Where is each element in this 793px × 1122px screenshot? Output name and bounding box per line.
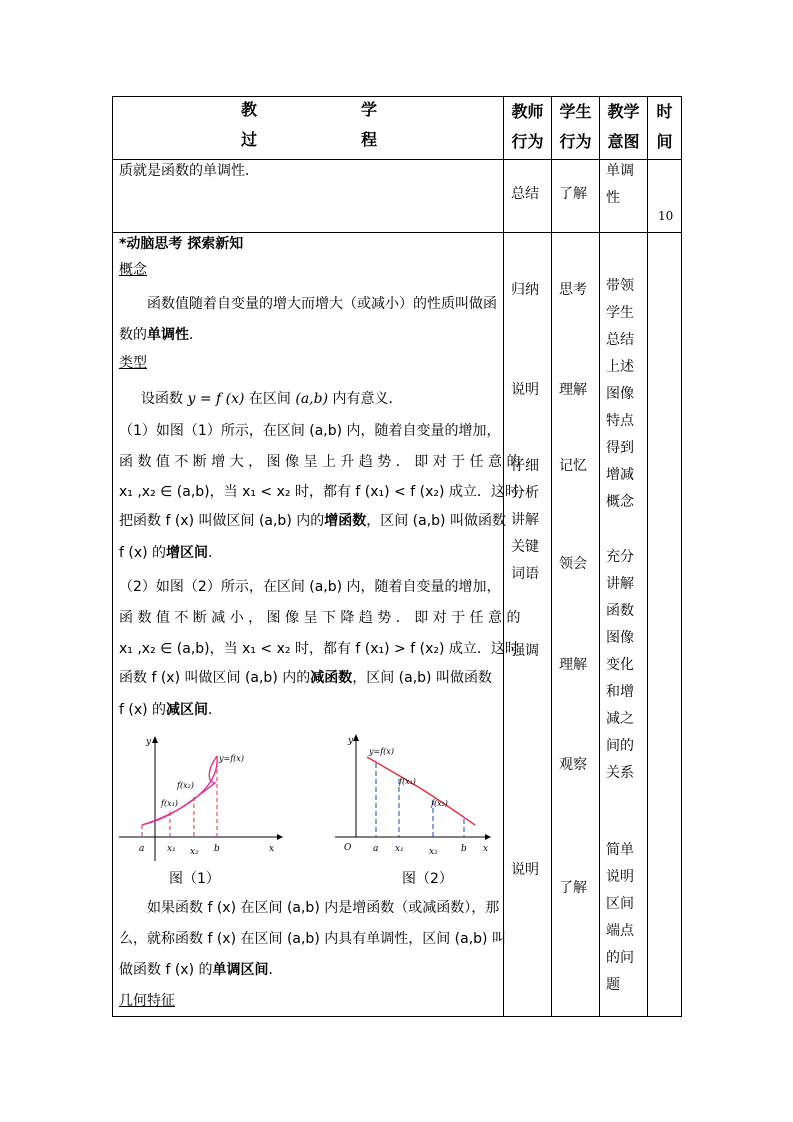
fig2-fx2-label: f(x₂)	[431, 799, 448, 808]
main-heading: *动脑思考 探索新知	[119, 236, 244, 252]
type-label: 类型	[119, 355, 147, 371]
intent-item: 端点	[606, 923, 634, 939]
fig2-curve	[367, 757, 475, 825]
teacher-item: 说明	[511, 862, 539, 878]
row1-intent-l1: 单调	[606, 163, 634, 179]
concept-text-2	[119, 326, 503, 344]
def-l3c: ．	[268, 962, 283, 978]
concept-text-2a: 数的	[119, 327, 147, 343]
p2-l5b: 减区间	[166, 702, 209, 718]
fig1-y-arrow-icon	[152, 736, 158, 743]
figure-2-decreasing	[335, 733, 503, 863]
p1-line2: 函 数 值 不 断 增 大 ， 图 像 呈 上 升 趋 势 ． 即 对 于 任 意 的	[119, 454, 521, 470]
teacher-item: 说明	[511, 382, 539, 398]
fig1-x2-label: x₂	[190, 847, 199, 857]
def-line3	[119, 961, 503, 979]
intent-item: 关系	[606, 765, 634, 781]
fig1-fx1-label: f(x₁)	[161, 799, 178, 808]
concept-text-2b: 单调性	[147, 327, 189, 343]
header-teacher-l1: 教师	[511, 102, 544, 121]
fig1-x-arrow-icon	[277, 834, 283, 840]
intent-item: 充分	[606, 549, 634, 565]
def-line2: 么，就称函数 f (x) 在区间 (a,b) 内具有单调性，区间 (a,b) 叫	[119, 931, 506, 947]
row1-teacher-text: 总结	[511, 186, 539, 202]
intent-column	[600, 233, 648, 1017]
p1-l5b: 增区间	[166, 545, 209, 561]
p2-line5	[119, 701, 503, 719]
p2-line3: x₁ ,x₂ ∈ (a,b)，当 x₁ < x₂ 时，都有 f (x₁) > f (x₂) 成立．这时	[119, 641, 519, 657]
intent-item: 区间	[606, 896, 634, 912]
setup-d: (a,b)	[295, 391, 329, 407]
p1-l4a: 把函数 f (x) 叫做区间 (a,b) 内的	[119, 513, 325, 529]
header-student-l1: 学生	[559, 102, 592, 121]
fig2-y-arrow-icon	[353, 734, 359, 741]
teacher-item: 讲解	[511, 512, 539, 528]
time-column	[648, 233, 682, 1017]
row1-intent-l2: 性	[606, 190, 620, 206]
p1-line1: （1）如图（1）所示，在区间 (a,b) 内，随着自变量的增加，	[119, 423, 501, 439]
intent-item: 的问	[606, 950, 634, 966]
p2-l4a: 函数 f (x) 叫做区间 (a,b) 内的	[119, 670, 311, 686]
row-summary	[113, 160, 682, 233]
fig1-b-label: b	[214, 844, 220, 854]
fig2-a-label: a	[373, 844, 379, 854]
setup-e: 内有意义．	[328, 391, 403, 407]
fig1-curve-label: y=f(x)	[219, 754, 244, 763]
setup-b: y = f (x)	[187, 391, 245, 407]
row1-time	[648, 160, 682, 233]
header-row	[113, 97, 682, 160]
fig2-caption: 图（2）	[402, 871, 453, 887]
fig2-b-label: b	[461, 844, 467, 854]
fig1-y-label: y	[146, 737, 152, 747]
teacher-column	[504, 233, 552, 1017]
teacher-item: 关键	[511, 539, 539, 555]
student-item: 了解	[559, 880, 587, 896]
fig1-fx2-label: f(x₂)	[177, 781, 194, 790]
fig1-a-label: a	[139, 844, 145, 854]
intent-item: 增减	[606, 467, 634, 483]
p2-l4b: 减函数	[310, 670, 353, 686]
intent-block-1	[606, 273, 642, 516]
setup-line	[141, 390, 525, 408]
header-process-line2: 过 程	[241, 130, 422, 149]
p2-line2: 函 数 值 不 断 减 小 ， 图 像 呈 下 降 趋 势 ． 即 对 于 任 意 的	[119, 610, 521, 626]
header-teacher-l2: 行为	[511, 132, 544, 151]
intent-item: 减之	[606, 711, 634, 727]
row1-intent	[600, 160, 648, 233]
intent-item: 得到	[606, 440, 634, 456]
p1-line4	[119, 512, 506, 530]
def-line1: 如果函数 f (x) 在区间 (a,b) 内是增函数（或减函数），那	[147, 900, 500, 916]
p2-l5c: ．	[208, 702, 223, 718]
intent-item: 上述	[606, 359, 634, 375]
row1-time-text: 10	[658, 209, 674, 223]
teacher-item: 词语	[511, 566, 539, 582]
intent-item: 带领	[606, 278, 634, 294]
header-student	[552, 97, 600, 160]
fig1-x1-label: x₁	[167, 844, 176, 854]
intent-item: 学生	[606, 305, 634, 321]
p1-line5	[119, 544, 503, 562]
intent-block-3	[606, 837, 642, 999]
concept-text-1: 函数值随着自变量的增大而增大（或减小）的性质叫做函	[147, 296, 497, 312]
intent-item: 总结	[606, 332, 634, 348]
header-intent	[600, 97, 648, 160]
teacher-item: 仔细	[511, 458, 539, 474]
intent-item: 特点	[606, 413, 634, 429]
header-teacher	[504, 97, 552, 160]
row1-student-text: 了解	[559, 186, 587, 202]
intent-item: 变化	[606, 657, 634, 673]
figure-1-increasing	[119, 733, 287, 863]
intent-item: 概念	[606, 494, 634, 510]
intent-item: 函数	[606, 603, 634, 619]
row1-teacher	[504, 160, 552, 233]
intent-item: 间的	[606, 738, 634, 754]
concept-label: 概念	[119, 262, 147, 278]
p1-l4b: 增函数	[324, 513, 367, 529]
intent-item: 讲解	[606, 576, 634, 592]
p1-line3: x₁ ,x₂ ∈ (a,b)，当 x₁ < x₂ 时，都有 f (x₁) < f (x₂) 成立．这时	[119, 484, 519, 500]
concept-text-2c: ．	[189, 327, 203, 343]
header-time-l2: 间	[656, 132, 673, 151]
fig2-y-label: y	[348, 736, 354, 746]
student-item: 思考	[559, 282, 587, 298]
student-item: 记忆	[559, 458, 587, 474]
main-content	[113, 233, 521, 1017]
teacher-item: 强调	[511, 643, 539, 659]
setup-c: 在区间	[244, 391, 296, 407]
fig2-x2-label: x₂	[429, 847, 438, 857]
fig1-caption: 图（1）	[169, 871, 220, 887]
p2-l4c: ，区间 (a,b) 叫做函数	[352, 670, 492, 686]
intent-item: 和增	[606, 684, 634, 700]
p2-l5a: f (x) 的	[119, 702, 167, 718]
student-column	[552, 233, 600, 1017]
intent-item: 题	[606, 977, 620, 993]
fig2-origin-label: O	[344, 843, 352, 853]
fig2-fx1-label: f(x₁)	[399, 777, 416, 786]
geo-label: 几何特征	[119, 993, 175, 1009]
header-student-l2: 行为	[559, 132, 592, 151]
fig2-x1-label: x₁	[395, 844, 404, 854]
intent-item: 图像	[606, 630, 634, 646]
header-process	[113, 97, 504, 160]
row1-student	[552, 160, 600, 233]
header-intent-l2: 意图	[607, 132, 640, 151]
intent-block-2	[606, 544, 642, 787]
header-time-l1: 时	[656, 102, 673, 121]
p1-l5c: ．	[208, 545, 223, 561]
header-process-line1: 教 学	[241, 100, 422, 119]
fig2-curve-label: y=f(x)	[369, 747, 394, 756]
student-item: 观察	[559, 757, 587, 773]
header-intent-l1: 教学	[607, 102, 640, 121]
student-item: 理解	[559, 382, 587, 398]
row1-content-text: 质就是函数的单调性．	[119, 163, 259, 179]
def-l3b: 单调区间	[212, 962, 269, 978]
intent-item: 说明	[606, 869, 634, 885]
fig1-x-label: x	[269, 844, 275, 854]
teacher-item: 归纳	[511, 282, 539, 298]
intent-item: 简单	[606, 842, 634, 858]
def-l3a: 做函数 f (x) 的	[119, 962, 213, 978]
setup-a: 设函数	[141, 391, 188, 407]
header-time	[648, 97, 682, 160]
fig1-curve	[142, 756, 217, 825]
teacher-item: 分析	[511, 485, 539, 501]
p1-l5a: f (x) 的	[119, 545, 167, 561]
row-main	[113, 233, 682, 1017]
student-item: 理解	[559, 657, 587, 673]
p2-line1: （2）如图（2）所示，在区间 (a,b) 内，随着自变量的增加，	[119, 579, 501, 595]
fig2-x-label: x	[483, 844, 489, 854]
student-item: 领会	[559, 556, 587, 572]
intent-item: 图像	[606, 386, 634, 402]
fig2-x-arrow-icon	[485, 834, 491, 840]
lesson-plan-table	[112, 96, 682, 1017]
p1-l4c: ，区间 (a,b) 叫做函数	[366, 513, 506, 529]
p2-line4	[119, 669, 503, 687]
row1-content	[113, 160, 504, 233]
